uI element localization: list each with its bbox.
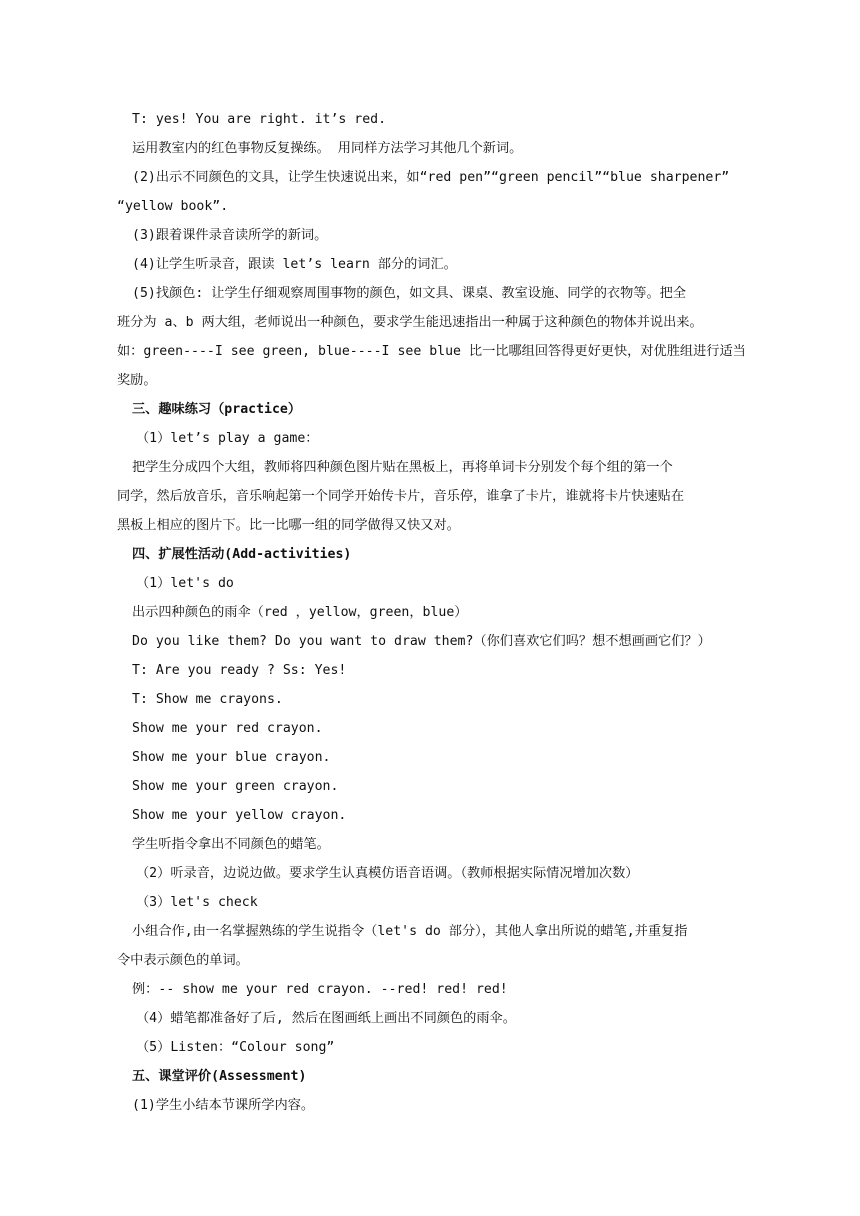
text-line: 奖励。 [117, 373, 157, 388]
text-line: 运用教室内的红色事物反复操练。 用同样方法学习其他几个新词。 [132, 141, 523, 156]
text-line: Do you like them? Do you want to draw them?（你们喜欢它们吗？想不想画画它们？） [132, 634, 711, 649]
text-line: 出示四种颜色的雨伞（red ，yellow，green，blue） [132, 605, 468, 620]
text-line: Show me your green crayon. [132, 779, 339, 794]
text-line: Show me your yellow crayon. [132, 808, 347, 823]
text-line: “yellow book”. [117, 199, 229, 214]
text-line: 黑板上相应的图片下。比一比哪一组的同学做得又快又对。 [117, 518, 460, 533]
text-line: Show me your blue crayon. [132, 750, 331, 765]
text-line: (5)找颜色: 让学生仔细观察周围事物的颜色，如文具、课桌、教室设施、同学的衣物等。把全 [132, 286, 687, 301]
text-line: （3）let's check [136, 895, 258, 910]
text-line: 例：-- show me your red crayon. --red! red! red! [132, 982, 508, 997]
text-line: 把学生分成四个大组，教师将四种颜色图片贴在黑板上，再将单词卡分别发个每个组的第一个 [132, 460, 673, 475]
text-line: 小组合作,由一名掌握熟练的学生说指令（let's do 部分），其他人拿出所说的蜡笔,并重复指 [132, 924, 688, 939]
section-heading: 四、扩展性活动(Add-activities) [132, 547, 352, 562]
text-line: 同学，然后放音乐，音乐响起第一个同学开始传卡片，音乐停，谁拿了卡片，谁就将卡片快速贴在 [117, 489, 685, 504]
text-line: (1)学生小结本节课所学内容。 [132, 1098, 315, 1113]
text-line: （1）let’s play a game： [136, 431, 319, 446]
section-heading: 三、趣味练习（practice） [132, 402, 302, 417]
text-line: T: Are you ready ? Ss: Yes! [132, 663, 347, 678]
text-line: （2）听录音，边说边做。要求学生认真模仿语音语调。（教师根据实际情况增加次数） [136, 866, 639, 881]
text-line: 学生听指令拿出不同颜色的蜡笔。 [132, 837, 330, 852]
text-line: （5）Listen：“Colour song” [136, 1040, 335, 1055]
text-line: (4)让学生听录音，跟读 let’s learn 部分的词汇。 [132, 257, 457, 272]
text-line: T: Show me crayons. [132, 692, 283, 707]
text-line: 令中表示颜色的单词。 [117, 953, 249, 968]
text-line: （4）蜡笔都准备好了后, 然后在图画纸上画出不同颜色的雨伞。 [136, 1011, 516, 1026]
section-heading: 五、课堂评价(Assessment) [132, 1069, 307, 1084]
text-line: Show me your red crayon. [132, 721, 323, 736]
text-line: T: yes! You are right. it’s red. [132, 112, 387, 127]
text-line: 班分为 a、b 两大组，老师说出一种颜色，要求学生能迅速指出一种属于这种颜色的物体并说出来。 [117, 315, 703, 330]
text-line: (3)跟着课件录音读所学的新词。 [132, 228, 328, 243]
text-line: 如：green----I see green, blue----I see blue 比一比哪组回答得更好更快，对优胜组进行适当 [117, 344, 746, 359]
text-line: （1）let's do [136, 576, 234, 591]
text-line: (2)出示不同颜色的文具，让学生快速说出来，如“red pen”“green pencil”“blue sharpener” [132, 170, 730, 185]
